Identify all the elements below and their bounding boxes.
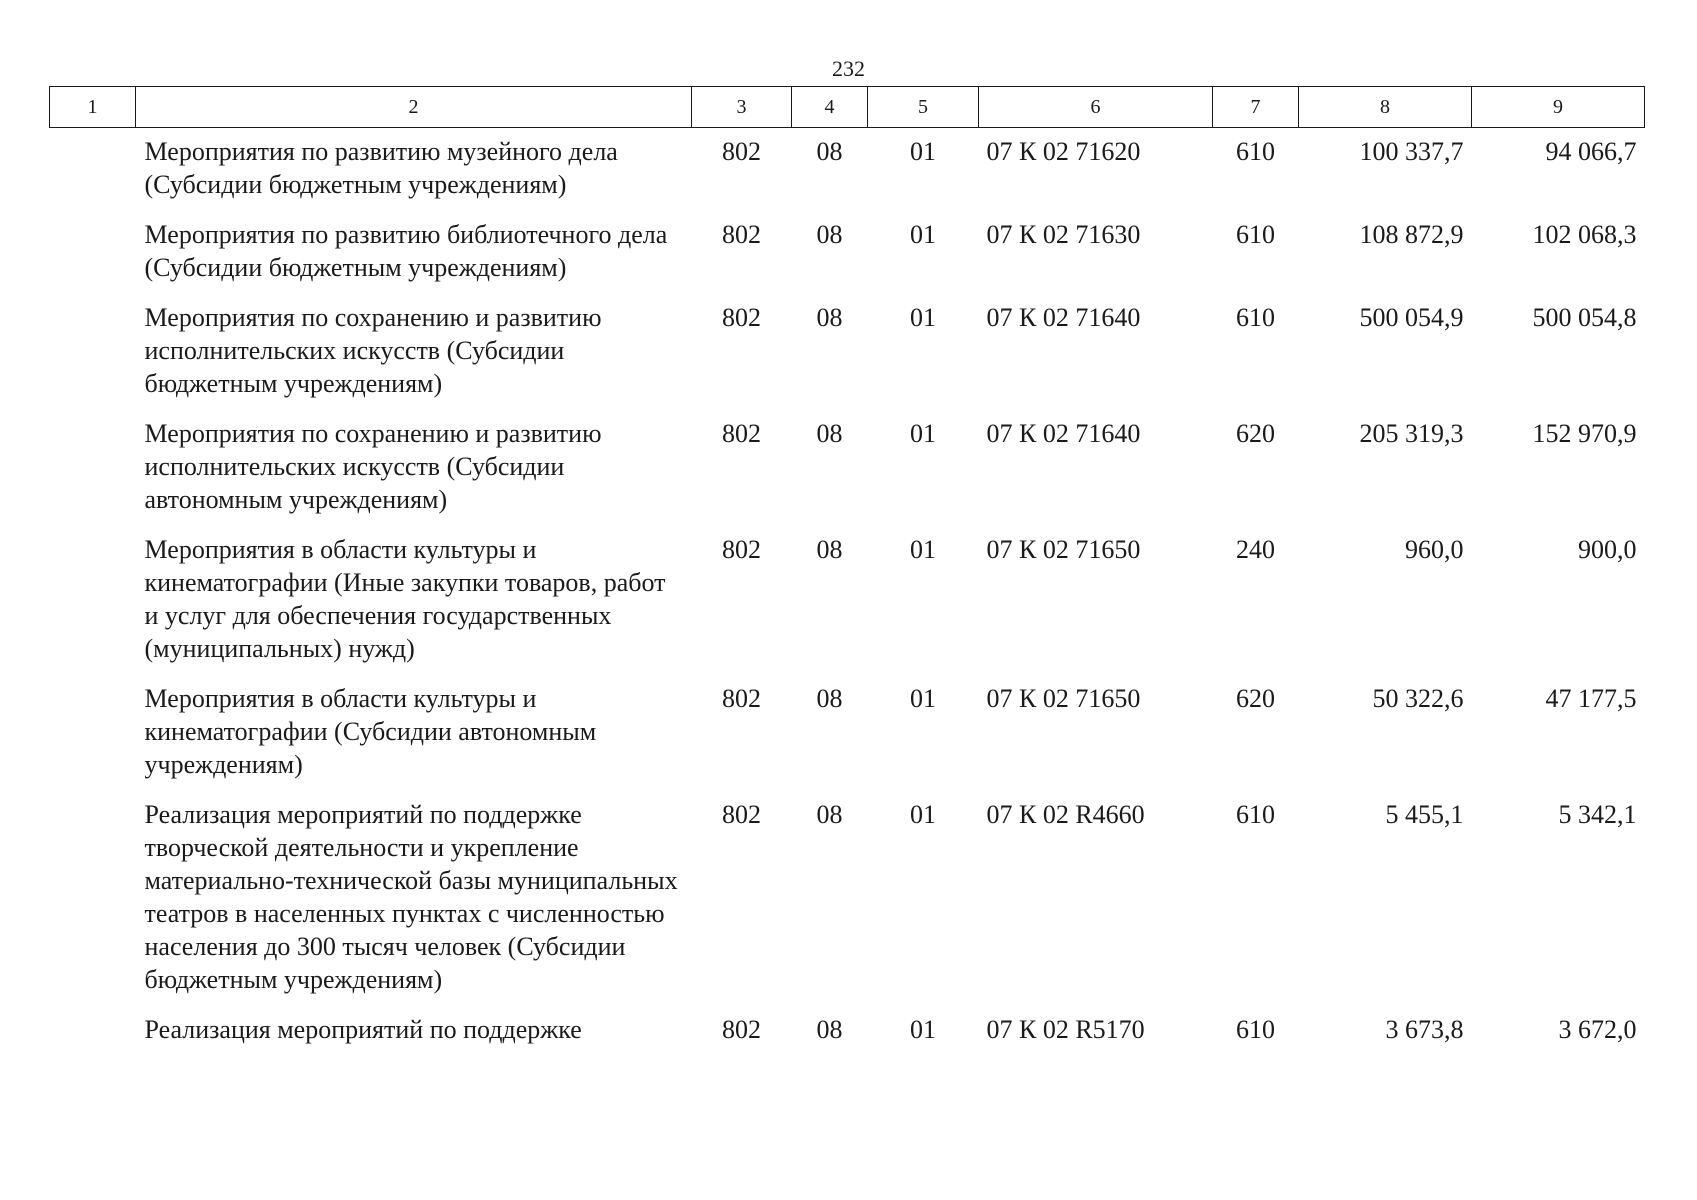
table-row	[50, 798, 1645, 1013]
cell-description: Мероприятия по развитию библиотечного дела (Субсидии бюджетным учреждениям)	[144, 220, 668, 282]
cell-col-7: 610	[1236, 303, 1275, 332]
cell-col-8: 3 673,8	[1385, 1015, 1464, 1044]
cell-col-9: 94 066,7	[1545, 137, 1637, 166]
budget-table-container	[49, 86, 1644, 1063]
cell-col-9: 3 672,0	[1558, 1015, 1637, 1044]
table-row	[50, 682, 1645, 798]
cell-col-8: 5 455,1	[1385, 800, 1464, 829]
cell-col-5: 01	[910, 303, 936, 332]
cell-col-7: 620	[1236, 684, 1275, 713]
cell-col-7: 240	[1236, 535, 1275, 564]
budget-table	[49, 86, 1645, 1063]
cell-col-6: 07 К 02 71650	[986, 535, 1141, 564]
cell-col-4: 08	[816, 419, 843, 448]
table-row	[50, 533, 1645, 682]
header-row	[50, 87, 1645, 128]
cell-col-6: 07 К 02 71620	[986, 137, 1141, 166]
cell-col-6: 07 К 02 R4660	[986, 800, 1145, 829]
table-row	[50, 128, 1645, 219]
cell-col-3: 802	[722, 800, 761, 829]
table-row	[50, 417, 1645, 533]
cell-description: Мероприятия по сохранению и развитию исполнительских искусств (Субсидии бюджетным учреждениям)	[144, 303, 602, 398]
cell-col-9: 152 970,9	[1532, 419, 1637, 448]
cell-col-8: 500 054,9	[1359, 303, 1464, 332]
cell-col-7: 610	[1236, 137, 1275, 166]
cell-col-4: 08	[816, 137, 843, 166]
header-col-8: 8	[1299, 87, 1472, 128]
table-body	[50, 128, 1645, 1064]
header-col-1: 1	[50, 87, 136, 128]
header-col-7: 7	[1213, 87, 1299, 128]
cell-col-8: 205 319,3	[1359, 419, 1464, 448]
cell-col-6: 07 К 02 71630	[986, 220, 1141, 249]
cell-col-8: 100 337,7	[1359, 137, 1464, 166]
cell-col-9: 5 342,1	[1558, 800, 1637, 829]
cell-col-7: 610	[1236, 220, 1275, 249]
cell-description: Мероприятия в области культуры и кинематографии (Субсидии автономным учреждениям)	[144, 684, 597, 779]
cell-col-9: 900,0	[1578, 535, 1637, 564]
cell-col-1	[50, 128, 136, 219]
table-row	[50, 218, 1645, 301]
cell-col-5: 01	[910, 419, 936, 448]
cell-col-6: 07 К 02 71640	[986, 303, 1141, 332]
cell-col-6: 07 К 02 71640	[986, 419, 1141, 448]
header-col-3: 3	[692, 87, 792, 128]
cell-col-3: 802	[722, 1015, 761, 1044]
cell-col-1	[50, 301, 136, 417]
cell-description: Реализация мероприятий по поддержке творческой деятельности и укрепление материально-технической базы муниципальных театров в населенных пунктах с численностью населения до 300 тысяч человек (Субсидии бюджетным учреждениям)	[144, 800, 678, 994]
cell-col-1	[50, 682, 136, 798]
cell-col-1	[50, 417, 136, 533]
cell-col-5: 01	[910, 1015, 936, 1044]
table-row	[50, 301, 1645, 417]
header-col-6: 6	[979, 87, 1213, 128]
cell-description: Мероприятия по сохранению и развитию исполнительских искусств (Субсидии автономным учреждениям)	[144, 419, 602, 514]
table-row	[50, 1013, 1645, 1063]
cell-col-7: 610	[1236, 1015, 1275, 1044]
cell-col-4: 08	[816, 800, 843, 829]
cell-col-4: 08	[816, 684, 843, 713]
cell-col-9: 500 054,8	[1532, 303, 1637, 332]
cell-col-4: 08	[816, 220, 843, 249]
cell-col-4: 08	[816, 535, 843, 564]
cell-col-1	[50, 798, 136, 1013]
cell-col-6: 07 К 02 71650	[986, 684, 1141, 713]
table-header	[50, 87, 1645, 128]
cell-col-3: 802	[722, 220, 761, 249]
page-number: 232	[832, 56, 865, 81]
cell-col-8: 50 322,6	[1372, 684, 1464, 713]
header-col-4: 4	[792, 87, 868, 128]
cell-col-3: 802	[722, 684, 761, 713]
header-col-9: 9	[1472, 87, 1645, 128]
cell-description: Реализация мероприятий по поддержке	[144, 1015, 582, 1044]
cell-col-7: 620	[1236, 419, 1275, 448]
cell-description: Мероприятия в области культуры и кинематографии (Иные закупки товаров, работ и услуг для обеспечения государственных (муниципальных) нужд)	[144, 535, 666, 663]
cell-col-1	[50, 218, 136, 301]
cell-col-7: 610	[1236, 800, 1275, 829]
cell-col-3: 802	[722, 303, 761, 332]
header-col-5: 5	[868, 87, 979, 128]
header-col-2: 2	[136, 87, 692, 128]
cell-col-5: 01	[910, 800, 936, 829]
cell-col-8: 960,0	[1405, 535, 1464, 564]
cell-col-4: 08	[816, 303, 843, 332]
cell-col-5: 01	[910, 684, 936, 713]
cell-col-3: 802	[722, 419, 761, 448]
cell-col-9: 102 068,3	[1532, 220, 1637, 249]
cell-col-5: 01	[910, 220, 936, 249]
cell-col-4: 08	[816, 1015, 843, 1044]
cell-col-8: 108 872,9	[1359, 220, 1464, 249]
cell-col-5: 01	[910, 535, 936, 564]
cell-col-1	[50, 533, 136, 682]
cell-col-6: 07 К 02 R5170	[986, 1015, 1145, 1044]
cell-col-3: 802	[722, 137, 761, 166]
cell-description: Мероприятия по развитию музейного дела (Субсидии бюджетным учреждениям)	[144, 137, 618, 199]
cell-col-9: 47 177,5	[1545, 684, 1637, 713]
cell-col-1	[50, 1013, 136, 1063]
cell-col-5: 01	[910, 137, 936, 166]
cell-col-3: 802	[722, 535, 761, 564]
